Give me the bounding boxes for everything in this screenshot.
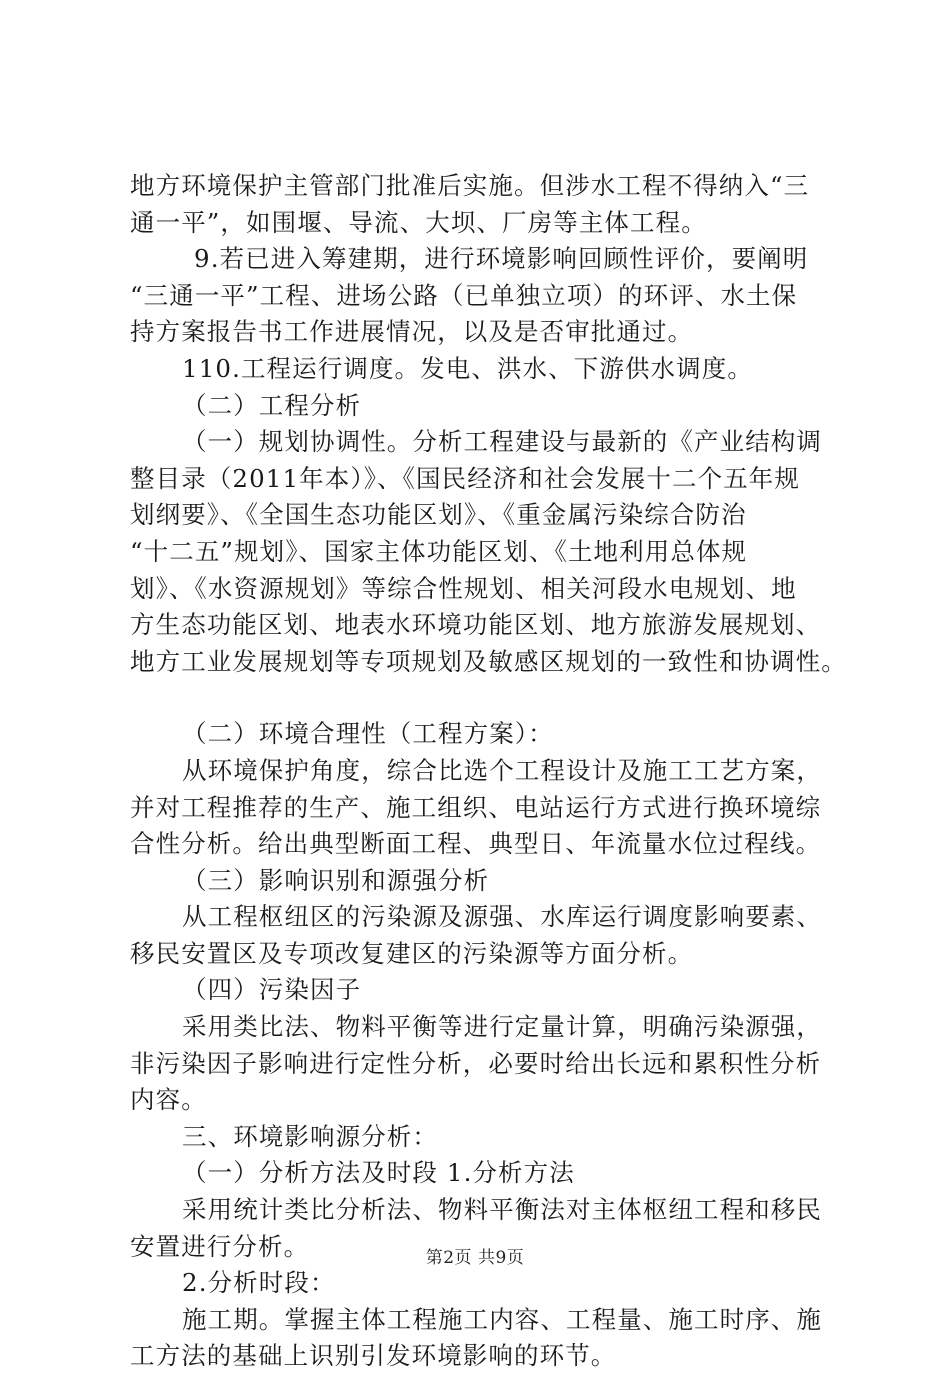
page-number-footer: 第2页 共9页 bbox=[425, 1248, 525, 1268]
text-line: 从环境保护角度，综合比选个工程设计及施工工艺方案， bbox=[182, 755, 822, 785]
text-line: 并对工程推荐的生产、施工组织、电站运行方式进行换环境综 bbox=[130, 792, 822, 822]
section-heading: （二）环境合理性（工程方案）： bbox=[182, 719, 554, 749]
text-line: 持方案报告书工作进展情况，以及是否审批通过。 bbox=[130, 317, 694, 347]
text-line: 采用统计类比分析法、物料平衡法对主体枢纽工程和移民 bbox=[182, 1195, 822, 1225]
text-line: 工方法的基础上识别引发环境影响的环节。 bbox=[130, 1341, 617, 1371]
text-line: 方生态功能区划、地表水环境功能区划、地方旅游发展规划、 bbox=[130, 610, 822, 640]
paragraph-gap bbox=[130, 680, 920, 716]
text-line: 地方环境保护主管部门批准后实施。但涉水工程不得纳入“三 bbox=[130, 171, 810, 200]
text-line: 施工期。掌握主体工程施工内容、工程量、施工时序、施 bbox=[182, 1304, 822, 1334]
text-line: 2.分析时段： bbox=[182, 1268, 336, 1298]
section-heading: （一）分析方法及时段 1.分析方法 bbox=[182, 1158, 575, 1188]
text-line: 内容。 bbox=[130, 1085, 207, 1115]
text-line: 安置进行分析。 bbox=[130, 1231, 310, 1261]
text-line: 非污染因子影响进行定性分析，必要时给出长远和累积性分析 bbox=[130, 1048, 822, 1078]
text-line: 合性分析。给出典型断面工程、典型日、年流量水位过程线。 bbox=[130, 829, 822, 859]
section-heading: （二）工程分析 bbox=[182, 390, 362, 420]
text-line: 采用类比法、物料平衡等进行定量计算，明确污染源强， bbox=[182, 1012, 822, 1042]
text-line: “十二五”规划》、国家主体功能区划、《土地利用总体规 bbox=[130, 536, 748, 566]
text-line: 地方工业发展规划等专项规划及敏感区规划的一致性和协调性。 bbox=[130, 646, 847, 676]
document-body bbox=[130, 168, 920, 1375]
text-line: 从工程枢纽区的污染源及源强、水库运行调度影响要素、 bbox=[182, 902, 822, 932]
section-heading: 三、环境影响源分析： bbox=[182, 1121, 438, 1151]
text-line: 划纲要》、《全国生态功能区划》、《重金属污染综合防治 bbox=[130, 500, 747, 530]
text-line: 9.若已进入筹建期，进行环境影响回顾性评价，要阐明 bbox=[194, 244, 809, 274]
text-line: （一）规划协调性。分析工程建设与最新的《产业结构调 bbox=[182, 427, 822, 457]
text-line: 110.工程运行调度。发电、洪水、下游供水调度。 bbox=[182, 353, 753, 383]
text-line: 移民安置区及专项改复建区的污染源等方面分析。 bbox=[130, 938, 694, 968]
text-line: 通一平”，如围堰、导流、大坝、厂房等主体工程。 bbox=[130, 207, 707, 237]
section-heading: （三）影响识别和源强分析 bbox=[182, 865, 490, 895]
text-line: “三通一平”工程、进场公路（已单独立项）的环评、水土保 bbox=[130, 280, 798, 310]
text-line: 整目录（2011年本）》、《国民经济和社会发展十二个五年规 bbox=[130, 463, 800, 493]
section-heading: （四）污染因子 bbox=[182, 975, 362, 1005]
text-line: 划》、《水资源规划》等综合性规划、相关河段水电规划、地 bbox=[130, 573, 797, 603]
